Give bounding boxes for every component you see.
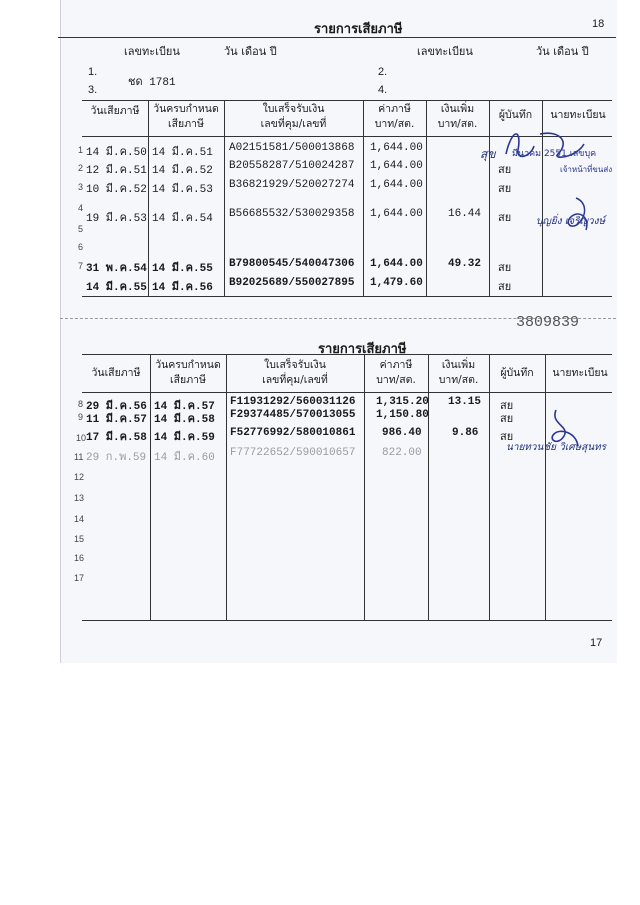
- row-number: 10: [76, 433, 87, 443]
- slot-1: 1.: [88, 66, 98, 78]
- table2-col-line: [489, 354, 490, 620]
- t2-col-due: วันครบกำหนด เสียภาษี: [155, 359, 221, 386]
- row-number: 9: [78, 412, 84, 422]
- paid-date: 12 มี.ค.51: [86, 165, 147, 177]
- recorder-initials: สย: [498, 211, 512, 224]
- registrar-signature-icon: [500, 124, 590, 168]
- section1-title: รายการเสียภาษี: [314, 22, 403, 37]
- table2-col-line: [150, 354, 151, 620]
- slot-3: 3.: [88, 84, 98, 96]
- header-left-reg: เลขทะเบียน: [124, 45, 180, 58]
- tax-amount: 822.00: [382, 447, 422, 459]
- empty-row-number: 12: [74, 472, 85, 482]
- due-date: 14 มี.ค.51: [152, 147, 213, 159]
- receipt-number: B36821929/520027274: [229, 179, 355, 191]
- t2-col-tax: ค่าภาษี บาท/สต.: [376, 359, 416, 386]
- tax-amount: 1,644.00: [370, 142, 423, 154]
- header-left-date: วัน เดือน ปี: [224, 45, 277, 58]
- recorder-initials: สย: [500, 430, 514, 443]
- due-date: 14 มี.ค.55: [152, 263, 213, 275]
- recorder-initials: สย: [498, 280, 512, 293]
- due-date: 14 มี.ค.54: [152, 213, 213, 225]
- due-date: 14 มี.ค.53: [152, 184, 213, 196]
- row-number: 6: [78, 242, 84, 252]
- paid-date: 14 มี.ค.55: [86, 282, 147, 294]
- extra-amount: 9.86: [452, 427, 479, 439]
- signature-name-1: บุญยิ่ง เจริญวงษ์: [536, 216, 606, 227]
- receipt-number: F11931292/560031126: [230, 396, 356, 408]
- slot-1-value: ชด 1781: [128, 77, 176, 89]
- row-number: 7: [78, 261, 84, 271]
- tax-amount: 1,150.80: [376, 409, 429, 421]
- receipt-number: F52776992/580010861: [230, 427, 356, 439]
- receipt-number: A02151581/500013868: [229, 142, 355, 154]
- recorder-initials: สย: [498, 163, 512, 176]
- tax-amount: 1,644.00: [370, 179, 423, 191]
- table2-col-line: [364, 354, 365, 620]
- t2-col-paid: วันเสียภาษี: [91, 367, 141, 379]
- header-right-reg: เลขทะเบียน: [417, 45, 473, 58]
- t1-col-extra: เงินเพิ่ม บาท/สต.: [437, 103, 478, 130]
- paid-date: 14 มี.ค.50: [86, 147, 147, 159]
- t1-col-due: วันครบกำหนด เสียภาษี: [153, 103, 219, 130]
- paid-date: 29 ก.พ.59: [86, 452, 147, 464]
- row-number: 11: [74, 452, 84, 462]
- due-date: 14 มี.ค.60: [154, 452, 215, 464]
- recorder-initials: สุข: [480, 147, 496, 161]
- row-number: 3: [78, 182, 84, 192]
- recorder-initials: สย: [498, 261, 512, 274]
- table1-top-border: [82, 100, 612, 101]
- table2-col-line: [226, 354, 227, 620]
- receipt-number: B92025689/550027895: [229, 277, 355, 289]
- extra-amount: 49.32: [448, 258, 482, 270]
- tax-amount: 1,644.00: [370, 208, 423, 220]
- empty-row-number: 14: [74, 514, 85, 524]
- table2-header-border: [82, 392, 612, 393]
- t1-col-recorder: ผู้บันทึก: [498, 109, 533, 121]
- empty-row-number: 16: [74, 553, 85, 563]
- receipt-number: F29374485/570013055: [230, 409, 356, 421]
- due-date: 14 มี.ค.56: [152, 282, 213, 294]
- signature-name-2: นายทวนชัย วิเศษสุนทร: [506, 442, 607, 453]
- t1-col-paid: วันเสียภาษี: [90, 105, 140, 117]
- table2-col-line: [428, 354, 429, 620]
- table1-col-line: [489, 100, 490, 296]
- paid-date: 31 พ.ค.54: [86, 263, 147, 275]
- recorder-initials: สย: [500, 399, 514, 412]
- empty-row-number: 15: [74, 534, 85, 544]
- tax-amount: 1,315.20: [376, 396, 429, 408]
- recorder-initials: สย: [498, 182, 512, 195]
- paid-date: 17 มี.ค.58: [86, 432, 147, 444]
- slot-4: 4.: [378, 84, 388, 96]
- row-number: 5: [78, 224, 84, 234]
- t1-col-tax: ค่าภาษี บาท/สต.: [374, 103, 415, 130]
- t1-col-registrar: นายทะเบียน: [550, 109, 606, 121]
- due-date: 14 มี.ค.58: [154, 414, 215, 426]
- t2-col-recorder: ผู้บันทึก: [500, 367, 534, 379]
- tax-amount: 1,644.00: [370, 160, 423, 172]
- registrar-stamp-title: เจ้าหน้าที่ขนส่ง: [560, 165, 613, 174]
- receipt-number: B20558287/510024287: [229, 160, 355, 172]
- table2-col-line: [545, 354, 546, 620]
- page-number-bottom: 17: [590, 637, 603, 649]
- row-number: 1: [78, 145, 84, 155]
- paid-date: 11 มี.ค.57: [86, 414, 147, 426]
- t2-col-receipt: ใบเสร็จรับเงิน เลขที่คุม/เลขที่: [262, 359, 328, 386]
- slot-2: 2.: [378, 66, 388, 78]
- table2-top-border: [82, 354, 612, 355]
- row-number: 8: [78, 399, 84, 409]
- receipt-number: F77722652/590010657: [230, 447, 356, 459]
- table1-bottom-border: [82, 296, 612, 297]
- table2-bottom-border: [82, 620, 612, 621]
- tax-amount: 1,644.00: [370, 258, 423, 270]
- section2-title: รายการเสียภาษี: [318, 342, 407, 357]
- extra-amount: 13.15: [448, 396, 482, 408]
- due-date: 14 มี.ค.52: [152, 165, 213, 177]
- row-number: 2: [78, 163, 84, 173]
- header-right-date: วัน เดือน ปี: [536, 45, 589, 58]
- due-date: 14 มี.ค.57: [154, 401, 215, 413]
- t2-col-registrar: นายทะเบียน: [552, 367, 608, 379]
- paid-date: 29 มี.ค.56: [86, 401, 147, 413]
- paid-date: 10 มี.ค.52: [86, 184, 147, 196]
- registrar-stamp-line: มีนาคม 2551 เลขบุค: [512, 149, 597, 159]
- tax-amount: 1,479.60: [370, 277, 423, 289]
- receipt-number: B56685532/530029358: [229, 208, 355, 220]
- extra-amount: 16.44: [448, 208, 482, 220]
- row-number: 4: [78, 203, 84, 213]
- receipt-number: B79800545/540047306: [229, 258, 355, 270]
- t1-col-receipt: ใบเสร็จรับเงิน เลขที่คุม/เลขที่: [260, 103, 327, 130]
- section1-title-rule: [58, 37, 616, 38]
- empty-row-number: 13: [74, 493, 85, 503]
- serial-number: 3809839: [516, 314, 580, 331]
- due-date: 14 มี.ค.59: [154, 432, 215, 444]
- t2-col-extra: เงินเพิ่ม บาท/สต.: [438, 359, 479, 386]
- page-number-top: 18: [592, 18, 605, 30]
- recorder-initials: สย: [500, 412, 514, 425]
- empty-row-number: 17: [74, 573, 85, 583]
- tax-amount: 986.40: [382, 427, 422, 439]
- paid-date: 19 มี.ค.53: [86, 213, 147, 225]
